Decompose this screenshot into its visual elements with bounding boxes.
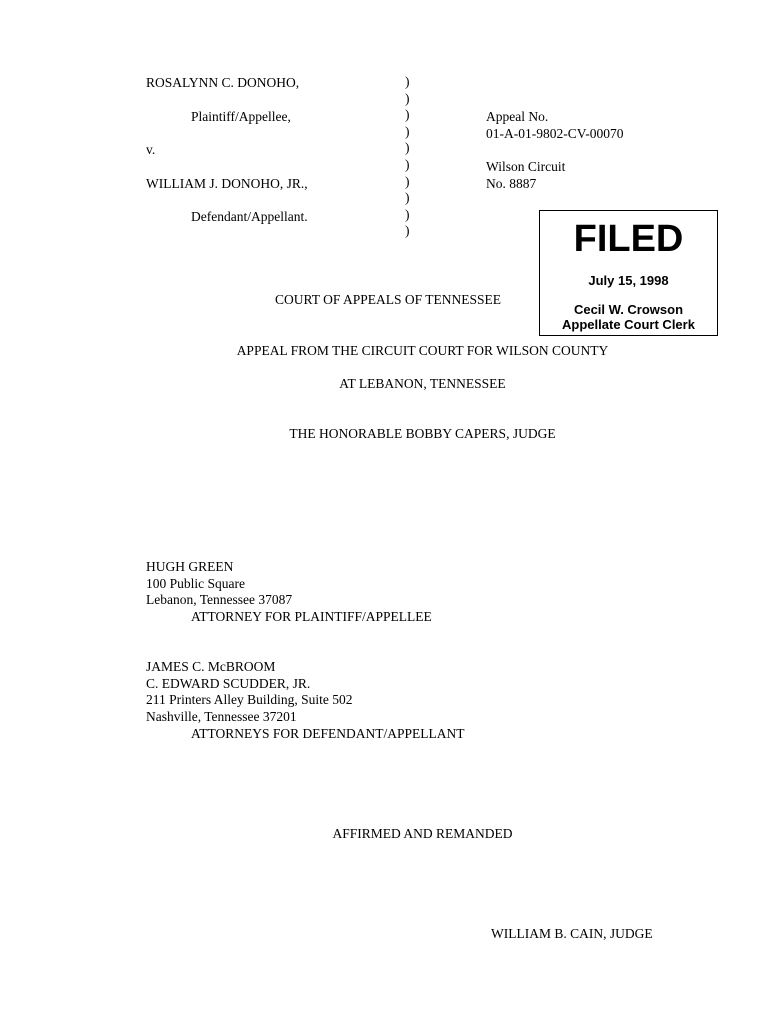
caption-paren: ) (405, 190, 410, 206)
defendant-attorney-address2: Nashville, Tennessee 37201 (146, 709, 297, 724)
trial-judge-heading: THE HONORABLE BOBBY CAPERS, JUDGE (289, 426, 556, 441)
defendant-attorney-address1: 211 Printers Alley Building, Suite 502 (146, 692, 353, 707)
plaintiff-name: ROSALYNN C. DONOHO, (146, 75, 300, 90)
appeal-from-heading: APPEAL FROM THE CIRCUIT COURT FOR WILSON COUNTY (236, 343, 609, 358)
authoring-judge: WILLIAM B. CAIN, JUDGE (491, 926, 653, 941)
plaintiff-attorney-address1: 100 Public Square (146, 576, 245, 591)
caption-paren: ) (405, 173, 410, 189)
plaintiff-attorney-name: HUGH GREEN (146, 559, 234, 574)
filed-stamp (539, 210, 718, 336)
clerk-name: Cecil W. Crowson (573, 302, 684, 317)
caption-paren: ) (405, 223, 410, 239)
plaintiff-attorney-address2: Lebanon, Tennessee 37087 (146, 592, 293, 607)
defendant-attorney-role: ATTORNEYS FOR DEFENDANT/APPELLANT (191, 726, 465, 741)
court-name: COURT OF APPEALS OF TENNESSEE (275, 292, 501, 307)
lower-court: Wilson Circuit (486, 159, 566, 174)
defendant-role: Defendant/Appellant. (191, 209, 308, 224)
filed-date: July 15, 1998 (588, 273, 669, 288)
disposition: AFFIRMED AND REMANDED (332, 826, 513, 841)
caption-paren: ) (405, 90, 410, 106)
defendant-attorney-name2: C. EDWARD SCUDDER, JR. (146, 676, 311, 691)
filed-status: FILED (573, 218, 684, 260)
caption-divider (405, 74, 419, 240)
caption-paren: ) (405, 123, 410, 139)
appeal-number: 01-A-01-9802-CV-00070 (486, 126, 624, 141)
plaintiff-attorney-role: ATTORNEY FOR PLAINTIFF/APPELLEE (191, 609, 432, 624)
versus-label: v. (146, 142, 156, 157)
caption-paren: ) (405, 156, 410, 172)
caption-paren: ) (405, 107, 410, 123)
location-heading: AT LEBANON, TENNESSEE (339, 376, 506, 391)
clerk-title: Appellate Court Clerk (562, 317, 695, 332)
appeal-label: Appeal No. (486, 109, 549, 124)
lower-court-number: No. 8887 (486, 176, 537, 191)
defendant-name: WILLIAM J. DONOHO, JR., (146, 176, 308, 191)
defendant-attorney-name1: JAMES C. McBROOM (146, 659, 276, 674)
plaintiff-role: Plaintiff/Appellee, (191, 109, 291, 124)
caption-paren: ) (405, 206, 410, 222)
caption-paren: ) (405, 140, 410, 156)
caption-paren: ) (405, 74, 410, 89)
